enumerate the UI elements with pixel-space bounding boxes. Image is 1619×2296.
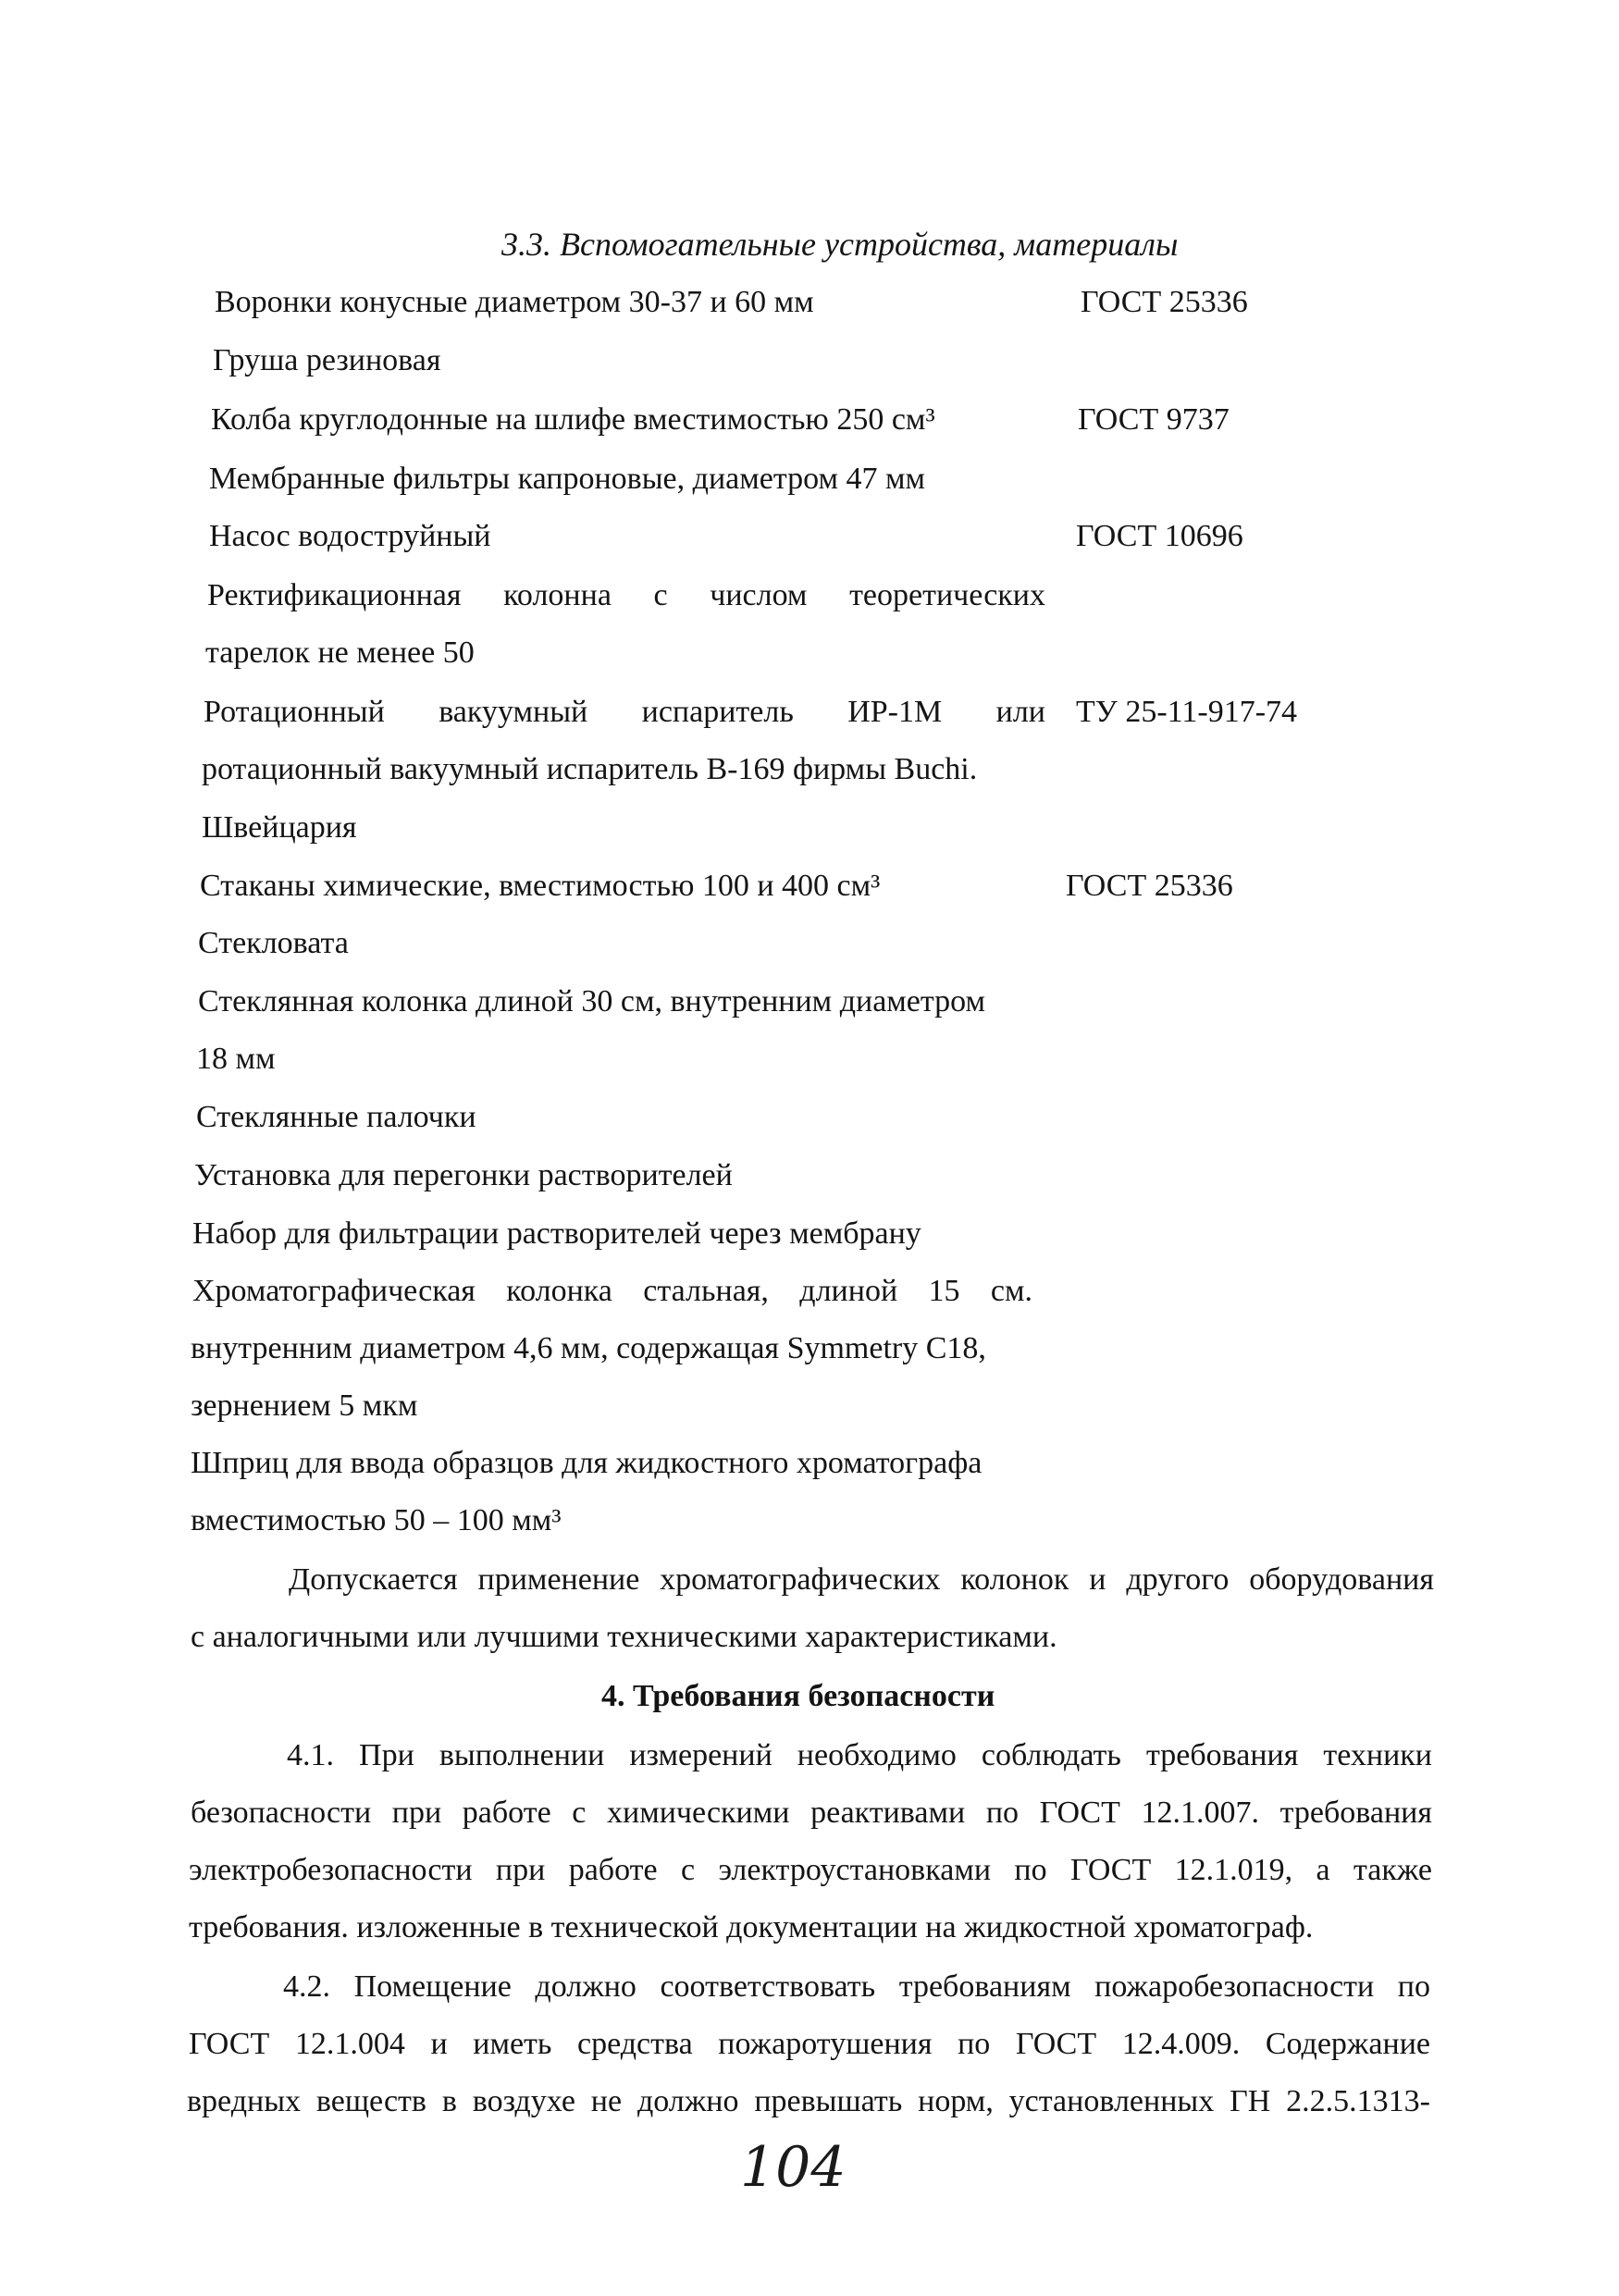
material-item: Воронки конусные диаметром 30-37 и 60 мм <box>215 285 814 319</box>
material-standard: ГОСТ 25336 <box>1081 285 1248 319</box>
material-item: Ротационный вакуумный испаритель ИР-1М или <box>204 695 1045 729</box>
material-item-continuation: вместимостью 50 – 100 мм³ <box>191 1503 562 1537</box>
material-item-continuation: ротационный вакуумный испаритель В-169 фирмы Buchi. <box>202 752 978 786</box>
page-number: 104 <box>740 2135 847 2200</box>
material-item: Стекловата <box>198 926 349 960</box>
material-item: Стеклянная колонка длиной 30 см, внутренним диаметром <box>198 984 986 1018</box>
material-item-continuation: Швейцария <box>202 810 357 845</box>
material-item: Шприц для ввода образцов для жидкостного хроматографа <box>191 1446 983 1480</box>
material-standard: ГОСТ 25336 <box>1066 869 1233 903</box>
safety-heading: 4. Требования безопасности <box>601 1679 995 1713</box>
material-item: Мембранные фильтры капроновые, диаметром 47 мм <box>209 462 926 496</box>
safety-paragraph-1: 4.1. При выполнении измерений необходимо соблюдать требования техники <box>287 1738 1432 1772</box>
section-title: 3.3. Вспомогательные устройства, материалы <box>501 226 1179 263</box>
safety-paragraph-1-line: требования. изложенные в технической документации на жидкостной хроматограф. <box>189 1910 1314 1944</box>
safety-paragraph-2-line: вредных веществ в воздухе не должно превышать норм, установленных ГН 2.2.5.1313- <box>187 2084 1430 2118</box>
allowance-paragraph: Допускается применение хроматографических колонок и другого оборудования <box>289 1562 1434 1597</box>
material-item: Установка для перегонки растворителей <box>194 1158 733 1192</box>
material-item-continuation: зернением 5 мкм <box>191 1389 418 1423</box>
safety-paragraph-2: 4.2. Помещение должно соответствовать требованиям пожаробезопасности по <box>283 1969 1430 2004</box>
material-standard: ТУ 25-11-917-74 <box>1076 695 1298 729</box>
safety-paragraph-1-line: безопасности при работе с химическими реактивами по ГОСТ 12.1.007. требования <box>191 1796 1432 1830</box>
material-item: Груша резиновая <box>213 343 441 377</box>
material-item: Насос водоструйный <box>209 519 491 553</box>
safety-paragraph-2-line: ГОСТ 12.1.004 и иметь средства пожаротушения по ГОСТ 12.4.009. Содержание <box>189 2027 1430 2061</box>
material-item-continuation: тарелок не менее 50 <box>205 636 475 670</box>
material-item-continuation: 18 мм <box>196 1042 276 1076</box>
material-item: Колба круглодонные на шлифе вместимостью 250 см³ <box>211 402 935 437</box>
safety-paragraph-1-line: электробезопасности при работе с электроустановками по ГОСТ 12.1.019, а также <box>189 1853 1432 1887</box>
allowance-paragraph-continuation: с аналогичными или лучшими техническими характеристиками. <box>191 1620 1057 1654</box>
material-item: Стеклянные палочки <box>196 1100 476 1134</box>
material-item: Ректификационная колонна с числом теоретических <box>207 578 1045 612</box>
material-standard: ГОСТ 10696 <box>1076 519 1243 553</box>
material-item-continuation: внутренним диаметром 4,6 мм, содержащая Symmetry C18, <box>191 1331 986 1365</box>
material-item: Набор для фильтрации растворителей через мембрану <box>192 1216 921 1251</box>
material-item: Хроматографическая колонка стальная, длиной 15 см. <box>192 1274 1032 1308</box>
material-standard: ГОСТ 9737 <box>1078 402 1230 437</box>
material-item: Стаканы химические, вместимостью 100 и 400 см³ <box>200 869 881 903</box>
